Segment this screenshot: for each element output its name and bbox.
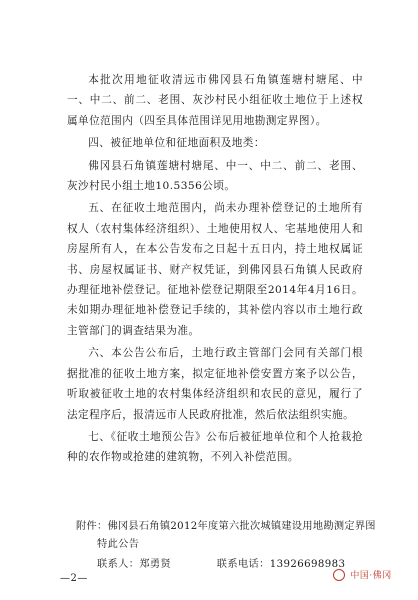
paragraph-land-area: 佛冈县石角镇莲塘村塘尾、中一、中二、前二、老围、灰沙村民小组土地10.5356公顷。: [67, 159, 363, 193]
watermark-emblem-icon: [333, 569, 345, 581]
paragraph-section-4-heading: 四、被征地单位和征地面积及地类：: [88, 137, 265, 150]
paragraph-land-location: 本批次用地征收清远市佛冈县石角镇莲塘村塘尾、中一、中二、前二、老围、灰沙村民小组征收土地位于上述权属单位范围内（四至具体范围详见用地勘测定界图）。: [67, 74, 363, 127]
page-number: —2—: [60, 573, 88, 584]
watermark-text: 中国·佛冈: [350, 571, 392, 581]
contact-person: 联系人：郑勇贤: [97, 559, 172, 570]
contact-info: [97, 555, 345, 570]
paragraph-section-5: 五、在征收土地范围内，尚未办理补偿登记的土地所有权人（农村集体经济组织）、土地使用权人、宅基地使用人和房屋所有人，在本公告发布之日起十五日内，持土地权属证书、房屋权属证书、财产权凭证，到佛冈县石角镇人民政府办理征地补偿登记。征地补偿登记期限至2014年4月16日。未如期办理征地补偿登记手续的，其补偿内容以市土地行政主管部门的调查结果为准。: [67, 202, 363, 337]
contact-phone: 联系电话：13926698983: [216, 559, 346, 570]
watermark: [333, 568, 392, 582]
document-body: [67, 70, 363, 470]
paragraph-section-7: 七、《征收土地预公告》公布后被征地单位和个人抢栽抢种的农作物或抢建的建筑物，不列入补偿范围。: [67, 430, 363, 464]
attachment-line: 附件：佛冈县石角镇2012年度第六批次城镇建设用地勘测定界图: [76, 521, 376, 532]
announcement-closing: 特此公告: [97, 539, 140, 550]
paragraph-section-6: 六、本公告公布后，土地行政主管部门会同有关部门根据批准的征收土地方案，拟定征地补偿安置方案予以公告，听取被征收土地的农村集体经济组织和农民的意见，履行了法定程序后，报清远市人民政府批准，然后依法组织实施。: [67, 347, 363, 421]
